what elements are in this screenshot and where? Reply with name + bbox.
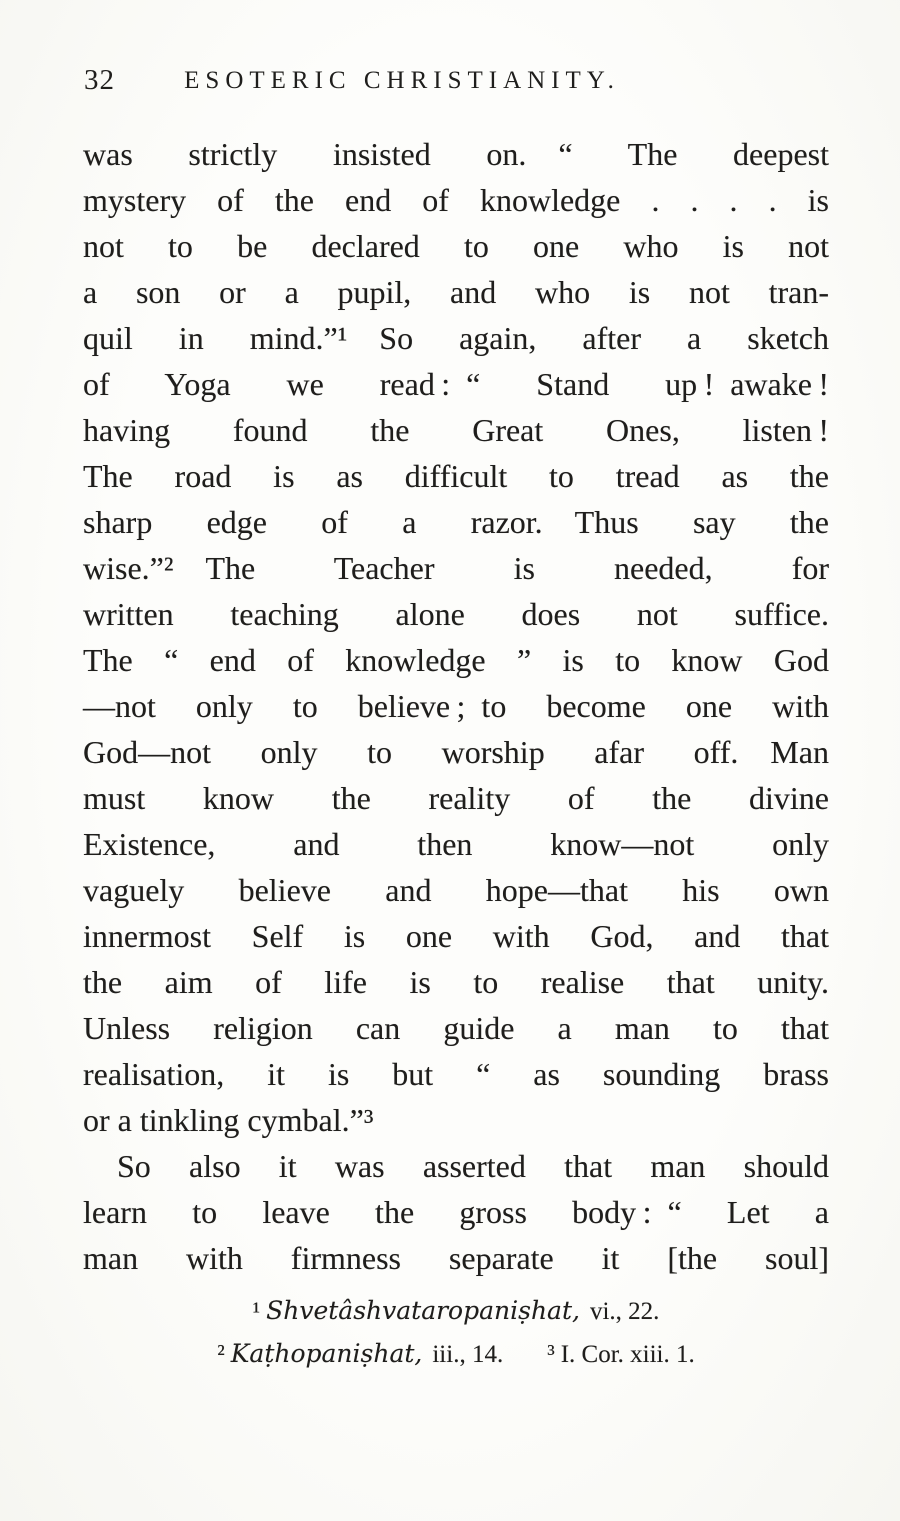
page-number: 32 [84,64,115,96]
text-line: Existence, and then know—not only [83,826,829,862]
text-line: —not only to believe ; to become one with [83,688,829,724]
footnote-2-ref: iii., 14. [432,1341,504,1368]
footnote-2-3 [83,1333,829,1376]
footnote-1-marker: ¹ [252,1298,261,1325]
footnote-1 [83,1290,829,1333]
text-line: man with firmness separate it [the soul] [83,1240,829,1276]
text-line: mystery of the end of knowledge . . . . is [83,182,829,218]
text-line: The “ end of knowledge ” is to know God [83,642,829,678]
text-line: must know the reality of the divine [83,780,829,816]
text-line: not to be declared to one who is not [83,228,829,264]
text-line: God—not only to worship afar off. Man [83,734,829,770]
footnote-1-ref: vi., 22. [589,1298,660,1325]
body-text [83,131,829,1281]
footnote-3-marker: ³ [547,1341,555,1368]
text-line: vaguely believe and hope—that his own [83,872,829,908]
text-line: wise.”² The Teacher is needed, for [83,550,829,586]
text-line: the aim of life is to realise that unity. [83,964,829,1000]
text-line: realisation, it is but “ as sounding brass [83,1056,829,1092]
text-line: quil in mind.”¹ So again, after a sketch [83,320,829,356]
footnote-3-text: I. Cor. xiii. 1. [560,1341,695,1368]
text-line: Unless religion can guide a man to that [83,1010,829,1046]
running-title: ESOTERIC CHRISTIANITY. [184,67,620,94]
text-line: innermost Self is one with God, and that [83,918,829,954]
text-line: was strictly insisted on. “ The deepest [83,136,829,172]
text-line: written teaching alone does not suffice. [83,596,829,632]
text-line: The road is as difficult to tread as the [83,458,829,494]
footnote-1-title: Shvetâshvataropaniṣhat, [266,1296,580,1325]
text-line-paragraph-end: or a tinkling cymbal.”³ [83,1102,374,1138]
footnotes [83,1290,829,1376]
text-line: having found the Great Ones, listen ! [83,412,829,448]
footnote-2-title: Kaṭhopaniṣhat, [230,1339,423,1368]
text-line-paragraph-start: So also it was asserted that man should [117,1148,829,1184]
page-header [0,62,900,102]
text-line: of Yoga we read : “ Stand up ! awake ! [83,366,829,402]
footnote-2-marker: ² [217,1341,225,1368]
text-line: sharp edge of a razor. Thus say the [83,504,829,540]
text-line: learn to leave the gross body : “ Let a [83,1194,829,1230]
text-line: a son or a pupil, and who is not tran- [83,274,829,310]
